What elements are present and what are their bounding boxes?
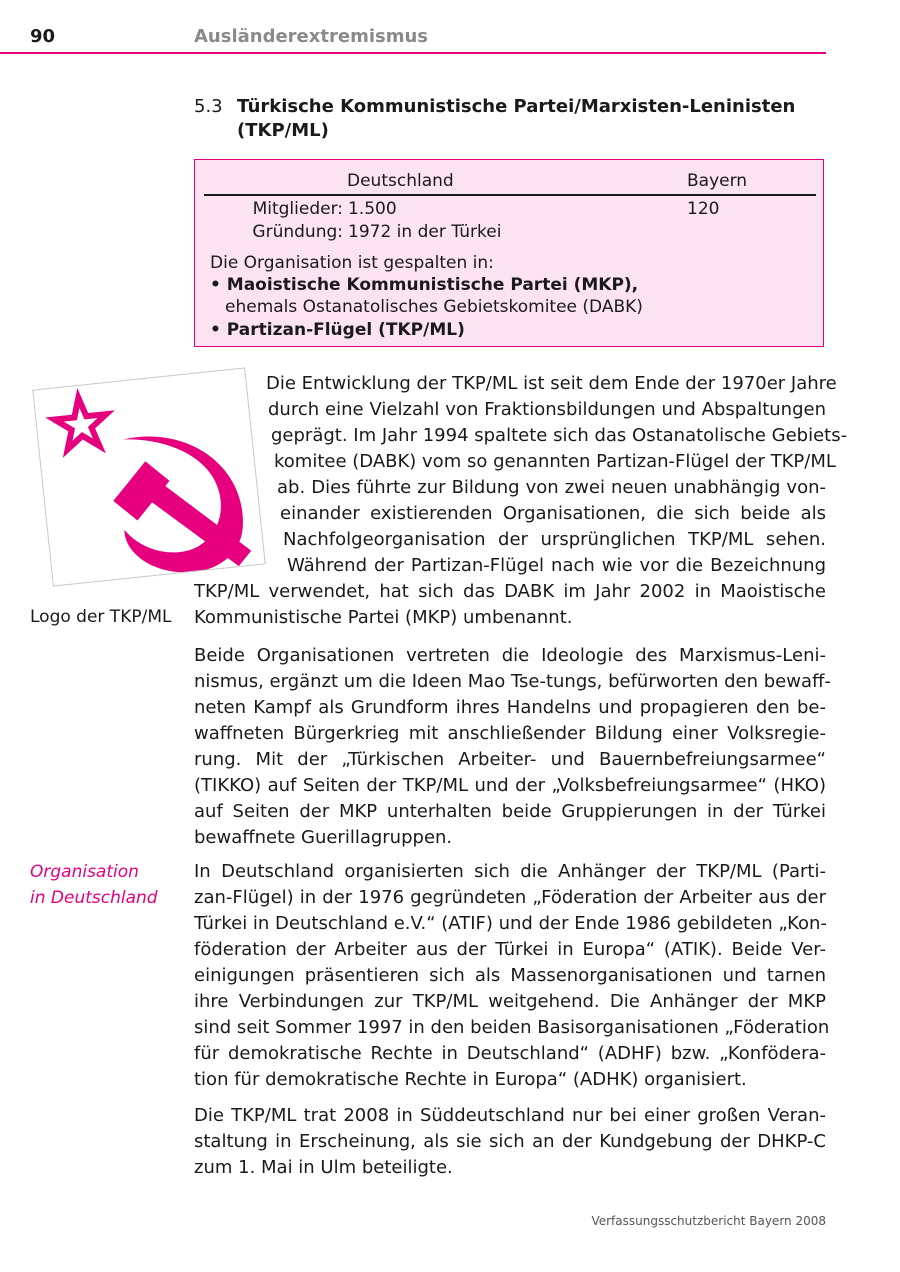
text-line: geprägt. Im Jahr 1994 spaltete sich das Ostanatolische Gebiets- [271,425,848,446]
members-row [195,199,823,223]
text-line: (TIKKO) auf Seiten der TKP/ML und der „Volksbefreiungsarmee“ (HKO) [194,775,826,796]
text-line: Die Entwicklung der TKP/ML ist seit dem Ende der 1970er Jahre [266,373,837,394]
marginal-note-line-2: in Deutschland [30,888,158,908]
text-line: Nachfolgeorganisation der ursprünglichen TKP/ML sehen. [283,529,826,550]
logo-caption: Logo der TKP/ML [30,607,172,627]
text-line: In Deutschland organisierten sich die Anhänger der TKP/ML (Parti- [194,861,826,882]
text-line: komitee (DABK) vom so genannten Partizan-Flügel der TKP/ML [274,451,836,472]
founded-value: 1972 in der Türkei [348,222,502,242]
text-line: ab. Dies führte zur Bildung von zwei neuen unabhängig von- [277,477,826,498]
section-title-line-2: (TKP/ML) [237,120,329,141]
marginal-note-line-1: Organisation [30,862,139,882]
text-line: neten Kampf als Grundform ihres Handelns und propagieren den be- [194,697,826,718]
table-header-rule [204,194,816,196]
footer-source: Verfassungsschutzbericht Bayern 2008 [591,1214,826,1228]
split-intro: Die Organisation ist gespalten in: [210,253,494,273]
text-line: rung. Mit der „Türkischen Arbeiter- und Bauernbefreiungsarmee“ [194,749,826,770]
section-number: 5.3 [194,96,223,117]
page-number: 90 [30,26,56,47]
paragraph-4 [194,1103,826,1181]
founded-row [195,222,823,246]
text-line: tion für demokratische Rechte in Europa“ (ADHK) organisiert. [194,1069,747,1090]
running-head: Ausländerextremismus [194,26,428,47]
paragraph-3 [194,859,830,1093]
bullet-mkp-sub: ehemals Ostanatolisches Gebietskomitee (DABK) [225,297,643,317]
text-line: föderation der Arbeiter aus der Türkei in Europa“ (ATIK). Beide Ver- [194,939,826,960]
text-line: Kommunistische Partei (MKP) umbenannt. [194,607,573,628]
text-line: TKP/ML verwendet, hat sich das DABK im Jahr 2002 in Maoistische [194,581,826,602]
text-line: sind seit Sommer 1997 in den beiden Basisorganisationen „Föderation [194,1017,830,1038]
text-line: einigungen präsentieren sich als Massenorganisationen und tarnen [194,965,826,986]
column-header-germany: Deutschland [347,171,454,191]
bullet-mkp: • Maoistische Kommunistische Partei (MKP), [210,275,639,295]
bullet-partizan: • Partizan-Flügel (TKP/ML) [210,320,465,340]
column-header-bavaria: Bayern [687,171,748,191]
text-line: ihre Verbindungen zur TKP/ML weitgehend. Die Anhänger der MKP [194,991,826,1012]
text-line: Türkei in Deutschland e.V.“ (ATIF) und der Ende 1986 gebildeten „Kon- [194,913,827,934]
text-line: nismus, ergänzt um die Ideen Mao Tse-tungs, befürworten den bewaff- [194,671,831,692]
text-line: zan-Flügel) in der 1976 gegründeten „Föderation der Arbeiter aus der [194,887,826,908]
members-label: Mitglieder: [252,199,343,219]
text-line: zum 1. Mai in Ulm beteiligte. [194,1157,453,1178]
paragraph-2 [194,643,831,851]
text-line: auf Seiten der MKP unterhalten beide Gruppierungen in der Türkei [194,801,826,822]
founded-label: Gründung: [252,222,343,242]
header-rule [0,52,826,54]
info-box [194,159,824,347]
text-line: Beide Organisationen vertreten die Ideologie des Marxismus-Leni- [194,645,826,666]
marginal-note [30,859,158,911]
paragraph-1 [0,371,900,631]
text-line: für demokratische Rechte in Deutschland“ (ADHF) bzw. „Konfödera- [194,1043,826,1064]
text-line: einander existierenden Organisationen, die sich beide als [280,503,826,524]
text-line: bewaffnete Guerillagruppen. [194,827,453,848]
text-line: staltung in Erscheinung, als sie sich an der Kundgebung der DHKP-C [194,1131,826,1152]
text-line: durch eine Vielzahl von Fraktionsbildungen und Abspaltungen [268,399,826,420]
text-line: Während der Partizan-Flügel nach wie vor die Bezeichnung [287,555,826,576]
section-title-line-1: Türkische Kommunistische Partei/Marxisten-Leninisten [237,96,796,117]
text-line: Die TKP/ML trat 2008 in Süddeutschland nur bei einer großen Veran- [194,1105,826,1126]
section-heading [194,95,824,143]
text-line: waffneten Bürgerkrieg mit anschließender Bildung einer Volksregie- [194,723,826,744]
members-germany: 1.500 [348,199,397,219]
members-bavaria: 120 [687,199,720,219]
